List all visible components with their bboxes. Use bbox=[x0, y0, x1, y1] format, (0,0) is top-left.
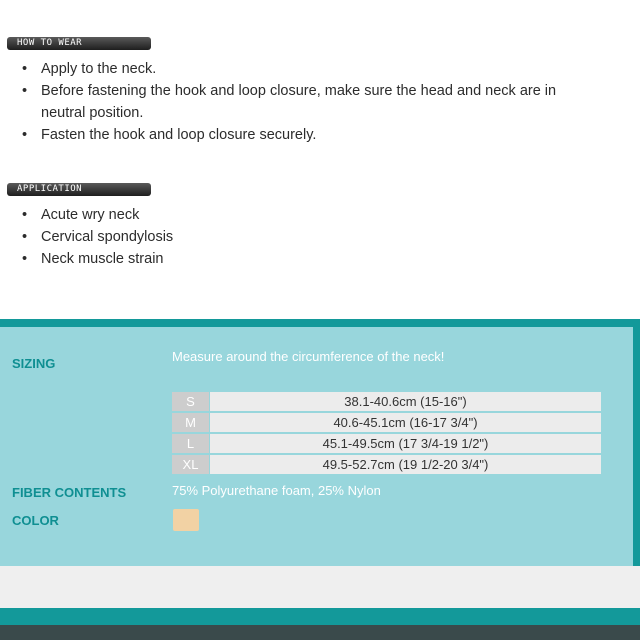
how-to-wear-tag: HOW TO WEAR bbox=[7, 37, 151, 50]
panel-top-border bbox=[0, 319, 640, 327]
measure-cell: 45.1-49.5cm (17 3/4-19 1/2") bbox=[210, 433, 602, 454]
fiber-label: FIBER CONTENTS bbox=[12, 485, 127, 500]
sizing-instruction: Measure around the circumference of the neck! bbox=[172, 349, 445, 364]
sizing-label: SIZING bbox=[12, 356, 56, 371]
size-cell: S bbox=[172, 392, 210, 412]
sizing-table bbox=[172, 392, 601, 476]
panel-right-border bbox=[633, 319, 640, 566]
table-row bbox=[172, 454, 601, 475]
list-item: • Cervical spondylosis bbox=[22, 226, 173, 248]
table-row bbox=[172, 433, 601, 454]
color-swatch bbox=[173, 509, 199, 531]
grey-band bbox=[0, 566, 640, 608]
footer-teal-band bbox=[0, 608, 640, 625]
color-label: COLOR bbox=[12, 513, 59, 528]
list-item: • Apply to the neck. bbox=[22, 58, 586, 80]
footer-dark-band bbox=[0, 625, 640, 640]
table-row bbox=[172, 412, 601, 433]
size-cell: M bbox=[172, 412, 210, 433]
list-item: • Neck muscle strain bbox=[22, 248, 173, 270]
fiber-value: 75% Polyurethane foam, 25% Nylon bbox=[172, 483, 381, 498]
list-item: • Before fastening the hook and loop closure, make sure the head and neck are in neutral position. bbox=[22, 80, 586, 124]
list-item: • Acute wry neck bbox=[22, 204, 173, 226]
list-item: • Fasten the hook and loop closure securely. bbox=[22, 124, 586, 146]
measure-cell: 49.5-52.7cm (19 1/2-20 3/4") bbox=[210, 454, 602, 475]
measure-cell: 40.6-45.1cm (16-17 3/4") bbox=[210, 412, 602, 433]
application-list bbox=[22, 204, 173, 270]
size-cell: L bbox=[172, 433, 210, 454]
table-row bbox=[172, 392, 601, 412]
size-cell: XL bbox=[172, 454, 210, 475]
how-to-wear-list bbox=[22, 58, 586, 146]
application-tag: APPLICATION bbox=[7, 183, 151, 196]
measure-cell: 38.1-40.6cm (15-16") bbox=[210, 392, 602, 412]
